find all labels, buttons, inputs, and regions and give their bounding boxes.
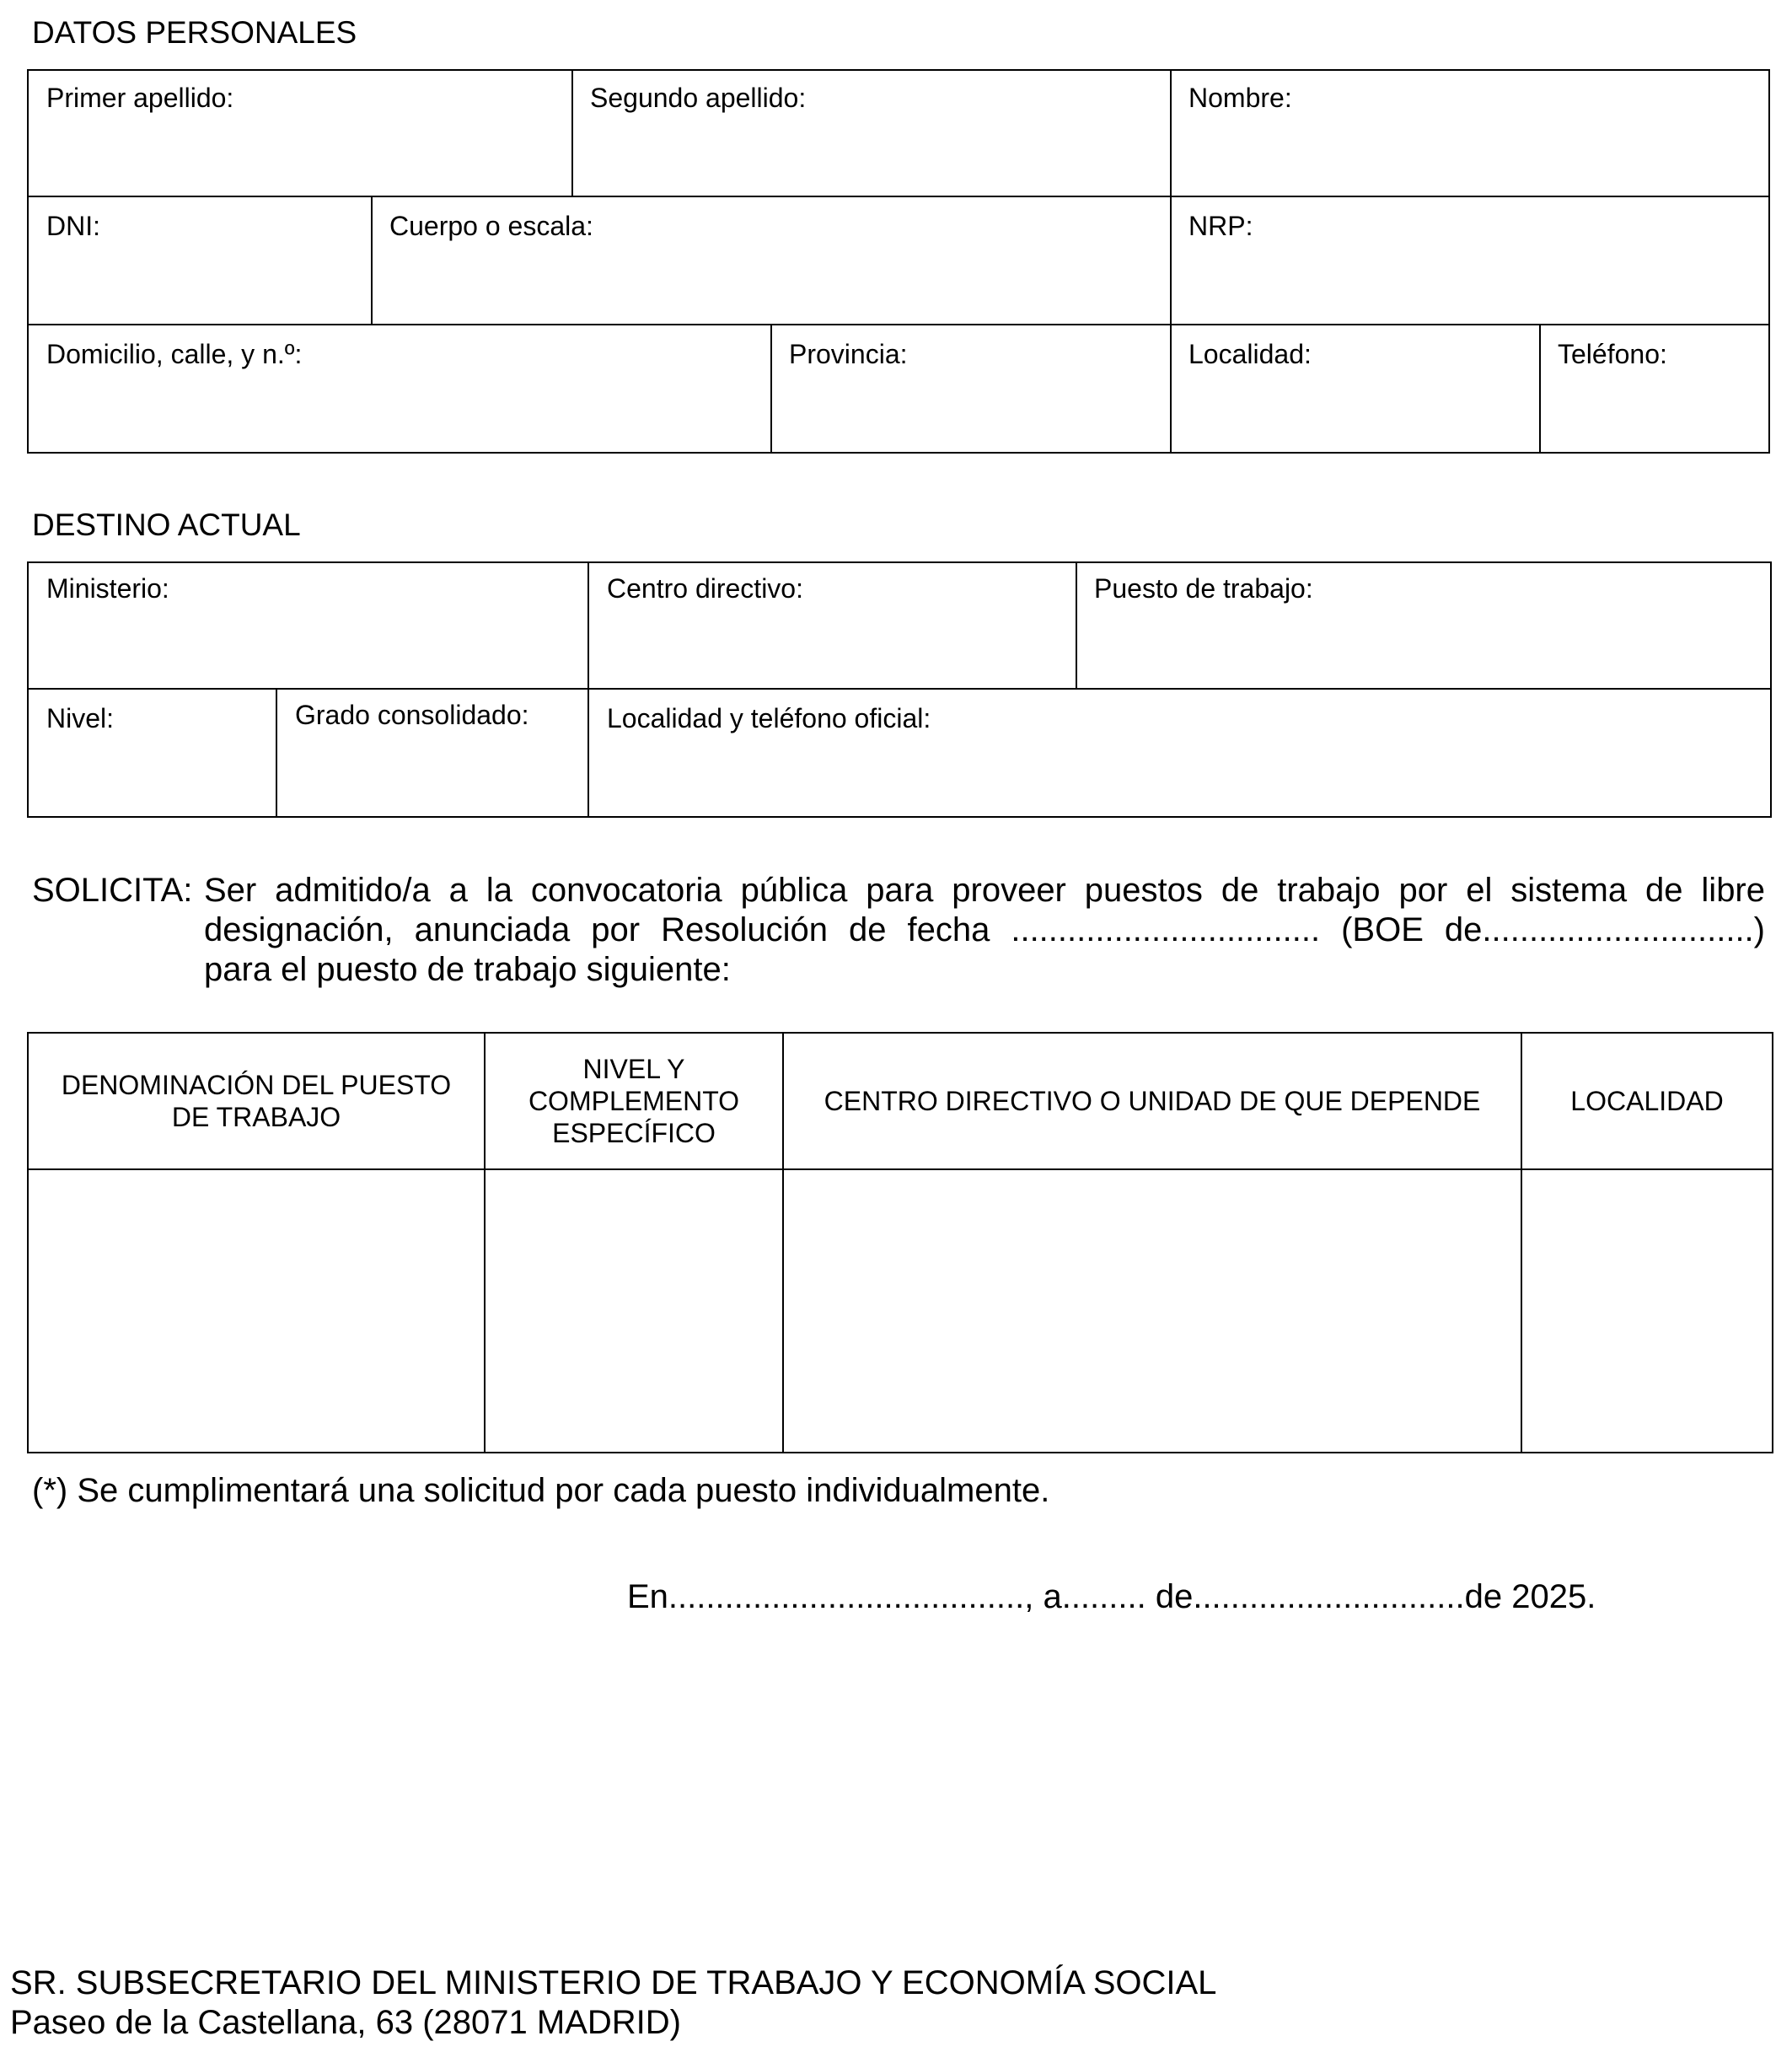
request-label: SOLICITA: [32, 872, 193, 909]
current-destination-table [27, 561, 1772, 818]
header-level [486, 1034, 782, 1168]
job-field[interactable]: Puesto de trabajo: [1094, 573, 1313, 604]
nrp-field[interactable]: NRP: [1188, 211, 1253, 241]
date-line: En......................................, a......... de.............................de 2025. [627, 1578, 1596, 1615]
row-divider [27, 196, 1770, 197]
addressee-line-1: SR. SUBSECRETARIO DEL MINISTERIO DE TRABAJO Y ECONOMÍA SOCIAL [10, 1964, 1217, 2001]
col-divider [1539, 324, 1541, 454]
cell-level[interactable] [486, 1170, 782, 1452]
directive-center-field[interactable]: Centro directivo: [607, 573, 803, 604]
cell-job-name[interactable] [29, 1170, 484, 1452]
col-divider [587, 561, 589, 818]
current-destination-title: DESTINO ACTUAL [32, 508, 301, 542]
first-surname-field[interactable]: Primer apellido: [46, 83, 234, 113]
header-locality [1522, 1034, 1772, 1168]
ministry-field[interactable]: Ministerio: [46, 573, 169, 604]
header-directive-center-text: CENTRO DIRECTIVO O UNIDAD DE QUE DEPENDE [824, 1086, 1481, 1116]
header-job-name [29, 1034, 484, 1168]
grade-field[interactable]: Grado consolidado: [295, 700, 529, 730]
level-field[interactable]: Nivel: [46, 703, 115, 733]
addressee-line-2: Paseo de la Castellana, 63 (28071 MADRID) [10, 2004, 681, 2041]
personal-data-table [27, 69, 1770, 454]
col-divider [371, 196, 373, 325]
address-field[interactable]: Domicilio, calle, y n.º: [46, 339, 303, 369]
header-job-name-text: DENOMINACIÓN DEL PUESTO DE TRABAJO [61, 1070, 452, 1132]
dni-field[interactable]: DNI: [46, 211, 100, 241]
col-divider [770, 324, 772, 454]
col-divider [276, 688, 277, 818]
official-locality-phone-field[interactable]: Localidad y teléfono oficial: [607, 703, 931, 733]
cell-locality[interactable] [1522, 1170, 1772, 1452]
second-surname-field[interactable]: Segundo apellido: [590, 83, 807, 113]
cell-directive-center[interactable] [784, 1170, 1521, 1452]
phone-field[interactable]: Teléfono: [1558, 339, 1667, 369]
request-line-1: Ser admitido/a a la convocatoria pública para proveer puestos de trabajo por el sistema de libre [204, 872, 1765, 909]
name-field[interactable]: Nombre: [1188, 83, 1292, 113]
header-level-text: NIVEL Y COMPLEMENTO ESPECÍFICO [528, 1054, 740, 1148]
col-divider [1076, 561, 1077, 690]
col-divider [1170, 69, 1172, 454]
row-divider [27, 688, 1772, 690]
row-divider [27, 324, 1770, 325]
header-locality-text: LOCALIDAD [1570, 1086, 1724, 1116]
corps-field[interactable]: Cuerpo o escala: [389, 211, 593, 241]
col-divider [571, 69, 573, 197]
province-field[interactable]: Provincia: [789, 339, 908, 369]
request-line-3: para el puesto de trabajo siguiente: [204, 951, 731, 988]
header-directive-center [784, 1034, 1521, 1168]
note: (*) Se cumplimentará una solicitud por cada puesto individualmente. [32, 1472, 1050, 1509]
locality-field[interactable]: Localidad: [1188, 339, 1312, 369]
request-line-2: designación, anunciada por Resolución de fecha ................................. (BOE de.............................) [204, 911, 1765, 948]
personal-data-title: DATOS PERSONALES [32, 15, 357, 50]
